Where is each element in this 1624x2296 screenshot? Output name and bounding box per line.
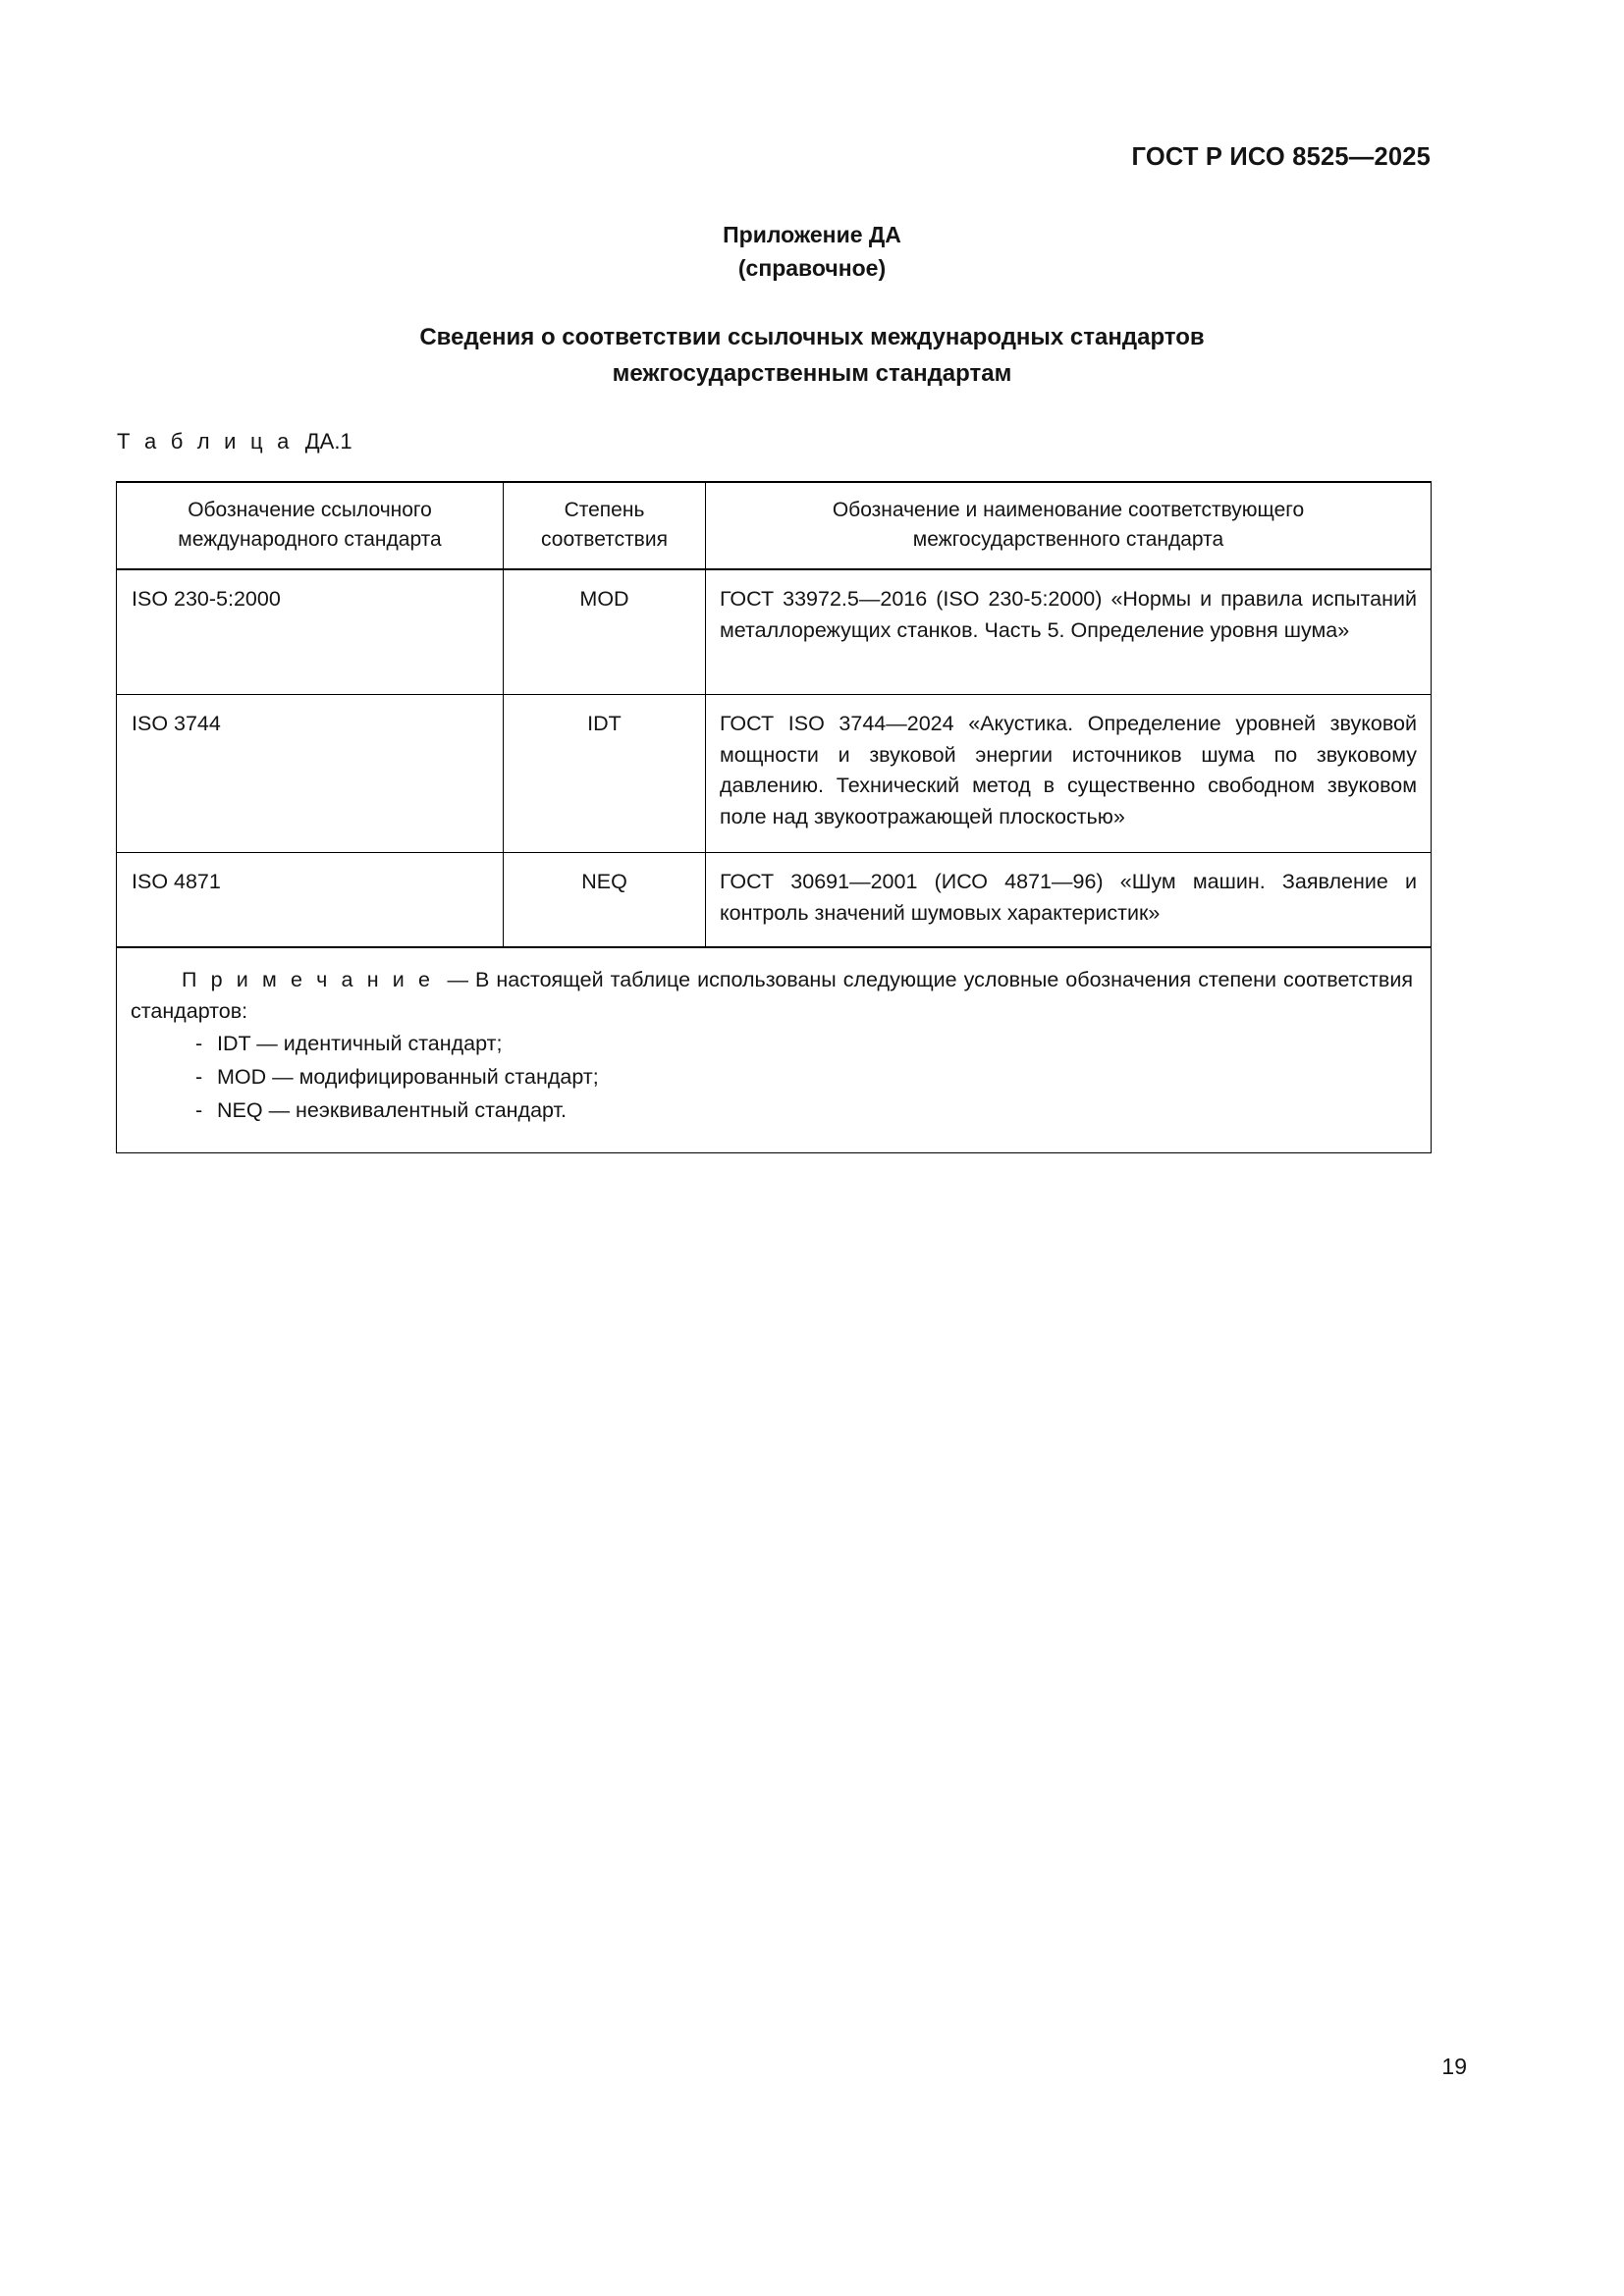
list-item (131, 1027, 1413, 1060)
table-caption-number: ДА.1 (304, 429, 352, 454)
degree-value: NEQ (581, 870, 627, 893)
standards-correspondence-table (116, 481, 1432, 1153)
cell-degree (504, 569, 706, 695)
cell-table-note (117, 947, 1432, 1153)
table-note-spacer-1 (434, 968, 448, 991)
table-note-dash: — (447, 968, 469, 991)
table-note-list (131, 1027, 1413, 1127)
annex-subject-line-2: межгосударственным стандартам (612, 360, 1012, 387)
cell-equivalent-standard (706, 569, 1432, 695)
reference-standard-value: ISO 3744 (132, 712, 221, 735)
annex-subject (223, 319, 1401, 392)
running-header: ГОСТ Р ИСО 8525—2025 (1131, 143, 1431, 171)
equivalent-standard-value: ГОСТ 30691—2001 (ИСО 4871—96) «Шум машин. Заявление и контроль значений шумовых характеристик» (720, 870, 1417, 925)
list-item-label: MOD — модифицированный стандарт; (217, 1065, 599, 1089)
cell-equivalent-standard (706, 695, 1432, 853)
degree-value: IDT (587, 712, 622, 735)
table-row (117, 853, 1432, 948)
list-item (131, 1094, 1413, 1127)
column-header-reference-standard (117, 482, 504, 569)
equivalent-standard-value: ГОСТ ISO 3744—2024 «Акустика. Определение уровней звуковой мощности и звуковой энергии источников шума по звуковому давлению. Технический метод в существенно свободном звуковом поле над звукоотражающей плоскостью» (720, 712, 1417, 828)
annex-title: Приложение ДА (723, 222, 901, 247)
cell-reference-standard (117, 569, 504, 695)
annex-heading-block (0, 218, 1624, 285)
annex-kind: (справочное) (737, 255, 887, 281)
column-header-degree-line-2: соответствия (541, 528, 668, 551)
column-header-reference-standard-line-2: международного стандарта (178, 528, 442, 551)
column-header-equivalent-standard (706, 482, 1432, 569)
column-header-degree-line-1: Степень (564, 499, 645, 521)
table-note-label: П р и м е ч а н и е (182, 968, 434, 991)
cell-reference-standard (117, 695, 504, 853)
column-header-equivalent-standard-line-2: межгосударственного стандарта (912, 528, 1224, 551)
cell-degree (504, 853, 706, 948)
page-number: 19 (1441, 2054, 1467, 2079)
annex-subject-line-1: Сведения о соответствии ссылочных международных стандартов (419, 324, 1205, 350)
degree-value: MOD (579, 587, 629, 611)
table-caption-spacer (294, 429, 305, 454)
table-note-paragraph (131, 964, 1413, 1027)
table-note-row (117, 947, 1432, 1153)
cell-reference-standard (117, 853, 504, 948)
list-item-label: IDT — идентичный стандарт; (217, 1032, 503, 1055)
column-header-degree (504, 482, 706, 569)
table-note-text: В настоящей таблице использованы следующие условные обозначения степени соответствия стандартов: (131, 968, 1413, 1023)
list-item-marker: - (195, 1032, 203, 1055)
reference-standard-value: ISO 4871 (132, 870, 221, 893)
equivalent-standard-value: ГОСТ 33972.5—2016 (ISO 230-5:2000) «Нормы и правила испытаний металлорежущих станков. Часть 5. Определение уровня шума» (720, 587, 1417, 642)
list-item-marker: - (195, 1098, 203, 1122)
cell-degree (504, 695, 706, 853)
list-item (131, 1060, 1413, 1094)
column-header-reference-standard-line-1: Обозначение ссылочного (188, 499, 432, 521)
table-caption-label: Т а б л и ц а (117, 429, 294, 454)
table-row (117, 695, 1432, 853)
reference-standard-value: ISO 230-5:2000 (132, 587, 281, 611)
column-header-equivalent-standard-line-1: Обозначение и наименование соответствующего (832, 499, 1305, 521)
list-item-label: NEQ — неэквивалентный стандарт. (217, 1098, 567, 1122)
table-note-spacer-2 (468, 968, 475, 991)
table-header-row (117, 482, 1432, 569)
table-caption (117, 429, 352, 454)
table-row (117, 569, 1432, 695)
cell-equivalent-standard (706, 853, 1432, 948)
list-item-marker: - (195, 1065, 203, 1089)
